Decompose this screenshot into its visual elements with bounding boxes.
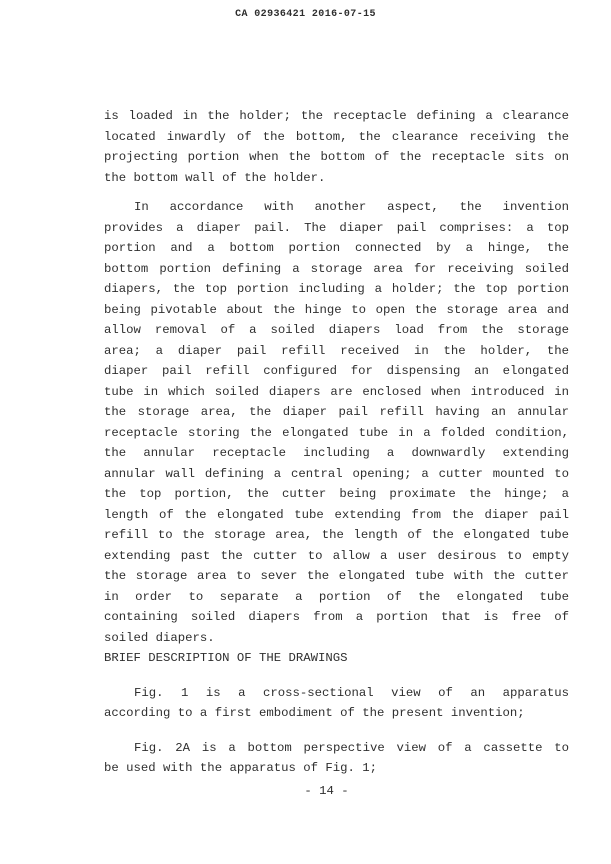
text-line: area; a diaper pail refill received in the holder, the (104, 343, 569, 358)
text-line: length of the elongated tube extending from the diaper pail (104, 507, 569, 522)
text-line: soiled diapers. (104, 630, 215, 645)
text-line: bottom portion defining a storage area for receiving soiled (104, 261, 569, 276)
text-line: projecting portion when the bottom of the receptacle sits on (104, 150, 569, 164)
text-line: is loaded in the holder; the receptacle defining a clearance (104, 109, 569, 123)
text-line: according to a first embodiment of the present invention; (104, 706, 525, 720)
text-line: Fig. 2A is a bottom perspective view of a cassette to (134, 740, 569, 755)
text-line: being pivotable about the hinge to open the storage area and (104, 302, 569, 317)
text-line: annular wall defining a central opening; a cutter mounted to (104, 466, 569, 481)
text-line: the top portion, the cutter being proximate the hinge; a (104, 487, 569, 501)
text-line: diapers, the top portion including a holder; the top portion (104, 282, 569, 296)
text-line: in order to separate a portion of the elongated tube (104, 589, 569, 604)
paragraph (104, 683, 569, 724)
paragraph (104, 106, 569, 188)
text-line: located inwardly of the bottom, the clearance receiving the (104, 129, 569, 144)
text-line: the storage area, the diaper pail refill having an annular (104, 405, 569, 419)
page-number: - 14 - (304, 784, 349, 798)
paragraph (104, 738, 569, 779)
text-line: the storage area to sever the elongated tube with the cutter (104, 569, 569, 583)
text-line: extending past the cutter to allow a user desirous to empty (104, 548, 569, 563)
document-number-header: CA 02936421 2016-07-15 (235, 9, 376, 20)
text-line: portion and a bottom portion connected by a hinge, the (104, 241, 569, 255)
text-line: In accordance with another aspect, the invention (134, 200, 569, 214)
text-line: be used with the apparatus of Fig. 1; (104, 761, 378, 775)
paragraph (104, 197, 569, 648)
text-line: diaper pail refill configured for dispensing an elongated (104, 364, 569, 378)
text-line: allow removal of a soiled diapers load from the storage (104, 323, 569, 337)
text-line: provides a diaper pail. The diaper pail comprises: a top (104, 220, 569, 235)
text-line: Fig. 1 is a cross-sectional view of an apparatus (134, 685, 569, 700)
text-line: refill to the storage area, the length of the elongated tube (104, 528, 569, 542)
text-line: receptacle storing the elongated tube in a folded condition, (104, 425, 569, 440)
text-line: BRIEF DESCRIPTION OF THE DRAWINGS (104, 651, 348, 665)
text-line: the bottom wall of the holder. (104, 170, 326, 185)
text-line: the annular receptacle including a downwardly extending (104, 446, 569, 460)
text-line: tube in which soiled diapers are enclosed when introduced in (104, 384, 569, 399)
section-heading (104, 648, 569, 669)
text-line: containing soiled diapers from a portion that is free of (104, 610, 569, 624)
text-column (104, 0, 569, 779)
